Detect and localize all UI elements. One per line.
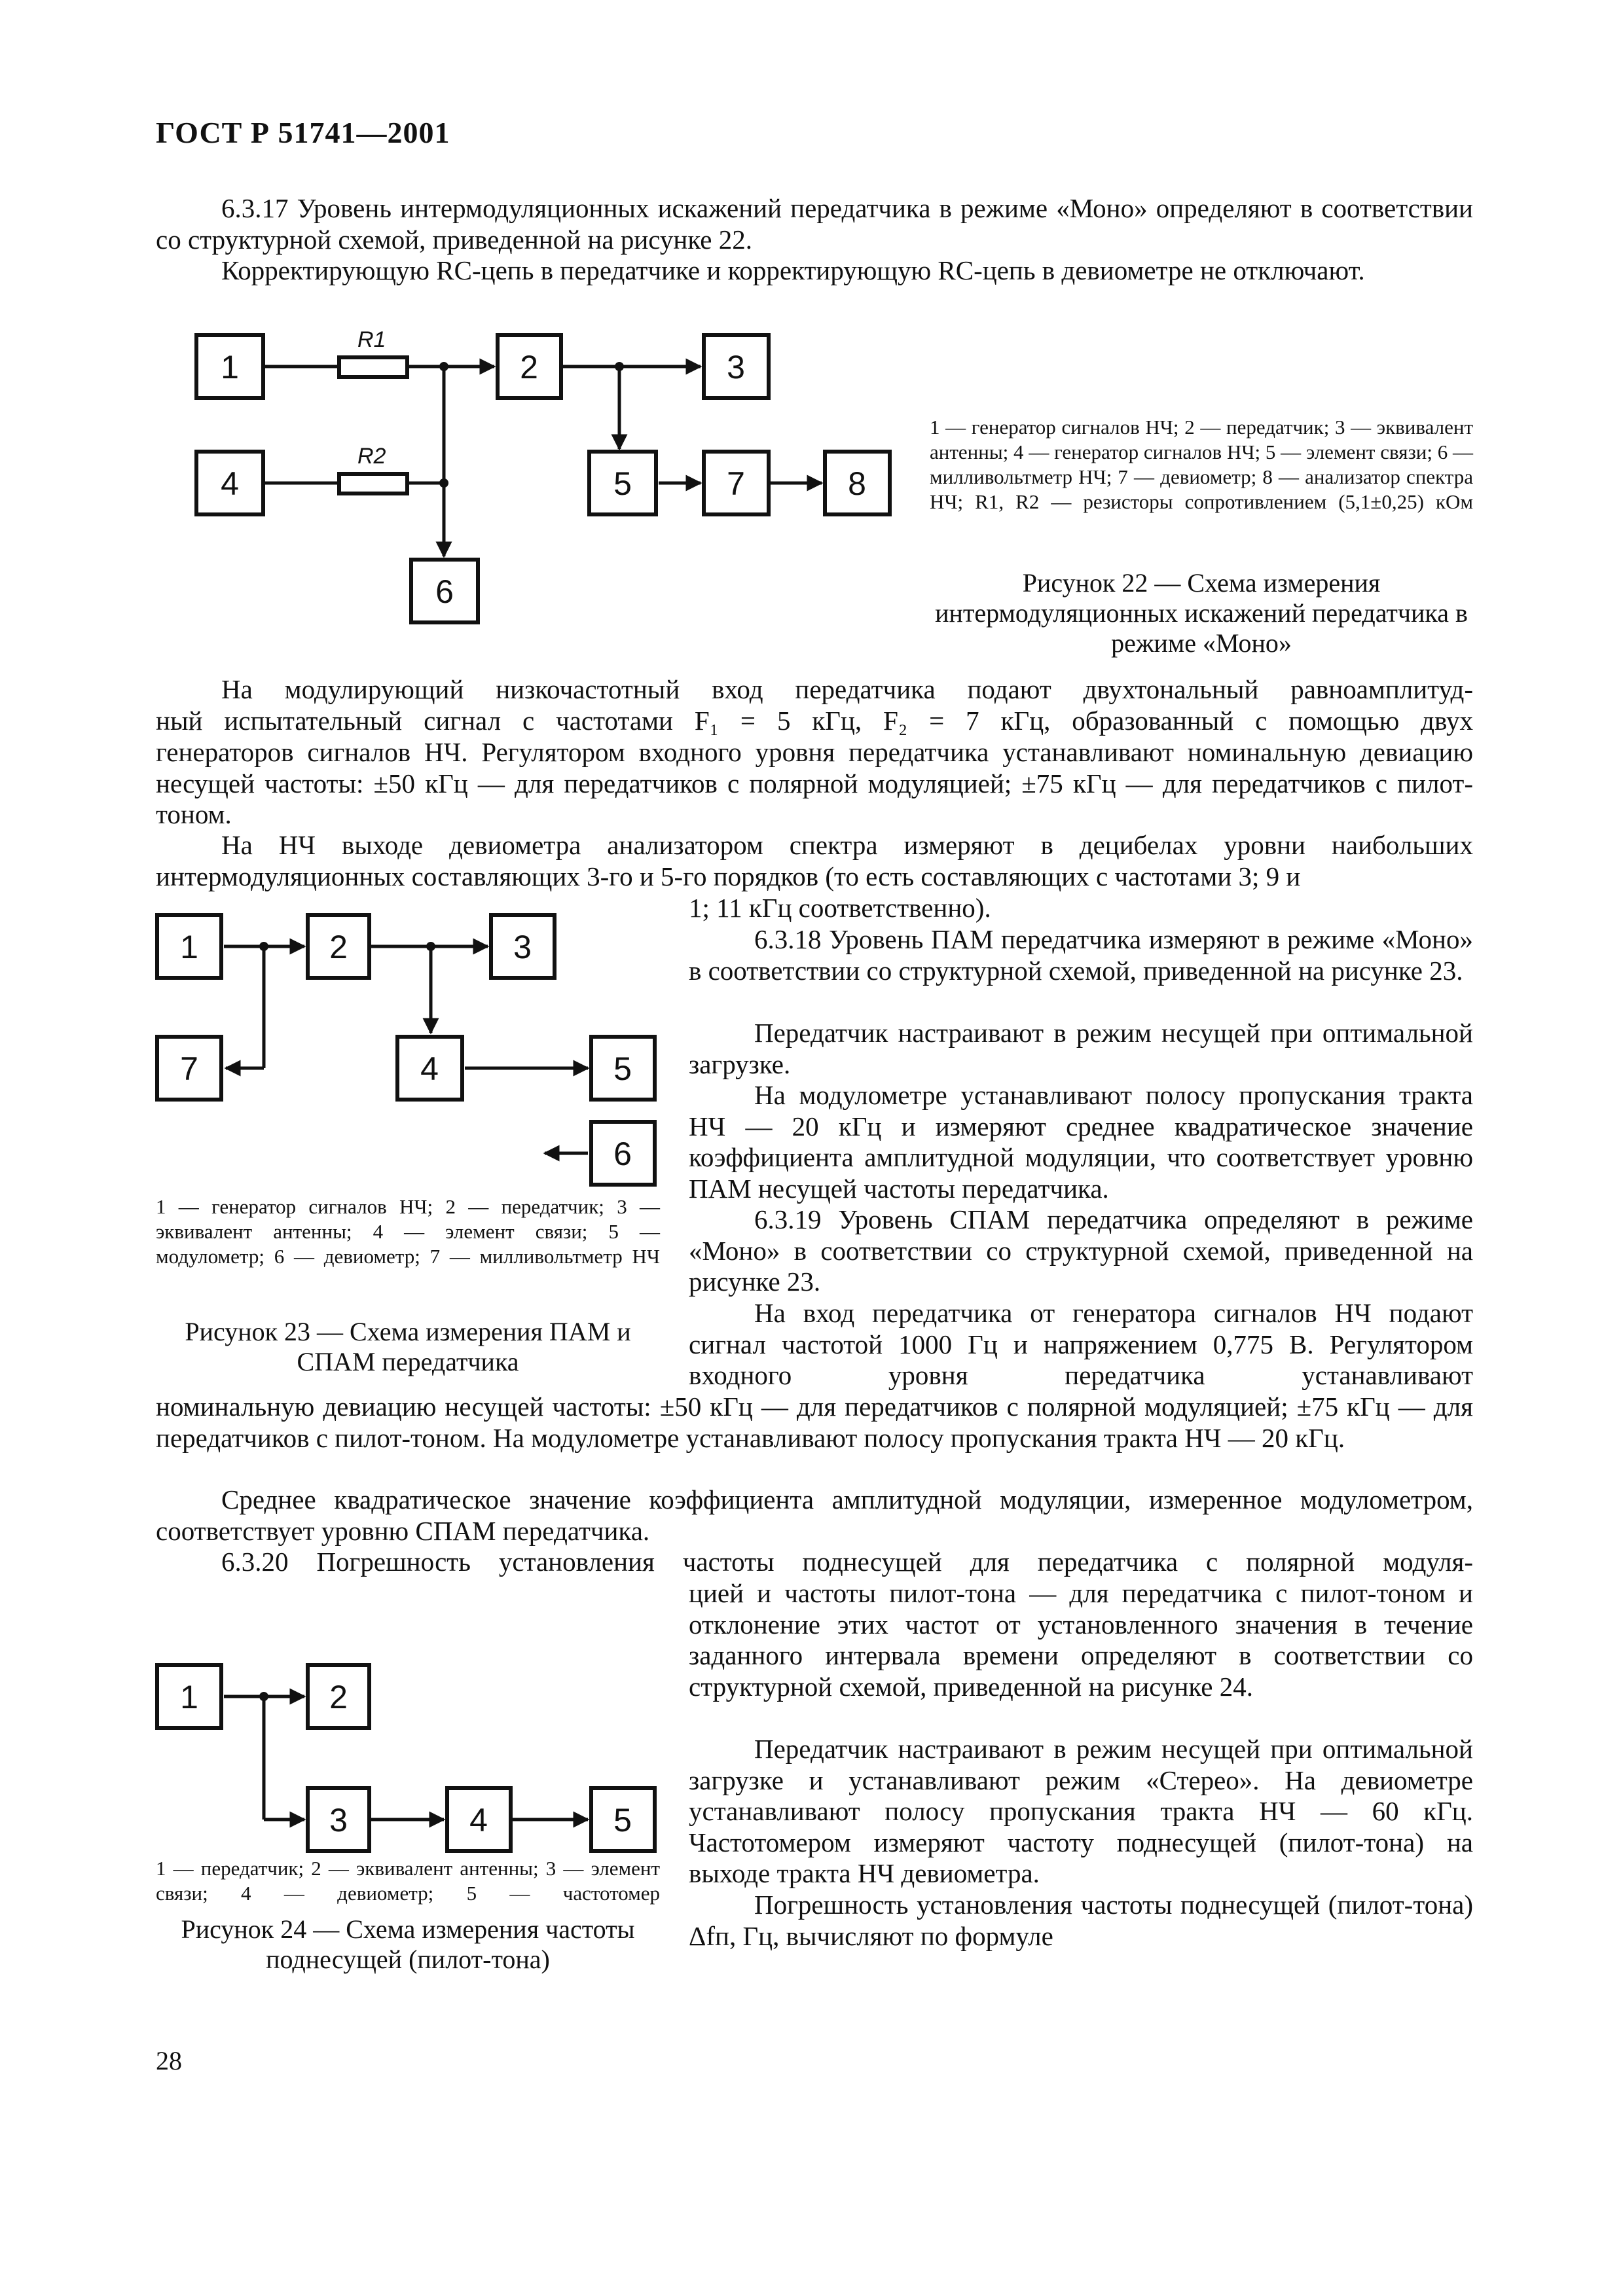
resistor-r2 [339,474,407,493]
fig23-label-7: 7 [180,1050,198,1087]
fig24-label-4: 4 [469,1802,488,1839]
paragraph-two-tone-c: генераторов сигналов НЧ. Регулятором входного уровня передатчика устанавливают номинальную девиацию несущей частоты: ±50 кГц — для передатчиков с полярной модуляцией; ±75 кГц — для передатчиков с пилот-тоном. [156,737,1473,829]
fig22-label-5: 5 [613,465,632,502]
figure-23-legend: 1 — генератор сигналов НЧ; 2 — передатчик; 3 — эквивалент антенны; 4 — элемент связи; 5 — модулометр; 6 — девиометр; 7 — милливольтметр НЧ [156,1195,660,1268]
fig23-label-5: 5 [613,1050,632,1087]
figure-23-caption: Рисунок 23 — Схема измерения ПАМ и СПАМ передатчика [185,1317,631,1376]
document-header: ГОСТ Р 51741—2001 [156,116,450,149]
r2-label: R2 [357,444,386,469]
paragraph-rc-chain: Корректирующую RC-цепь в передатчике и корректирующую RC-цепь в девиометре не отключают. [221,255,1365,285]
paragraph-stereo-setup: Передатчик настраивают в режим несущей при оптимальной загрузке и устанавливают режим «Стерео». На девиометре устанавливают полосу пропускания тракта НЧ — 60 кГц. Частотомером измеряют частоту поднесущей (пилот-тона) на выходе тракта НЧ девиометра. [689,1734,1473,1888]
fig23-label-4: 4 [420,1050,439,1087]
paragraph-6-3-17: 6.3.17 Уровень интермодуляционных искажений передатчика в режиме «Моно» определяют в соответствии со структурной схемой, приведенной на рисунке 22. [156,193,1473,255]
paragraph-spectrum-b: 1; 11 кГц соответственно). [689,893,991,923]
fig22-label-4: 4 [221,465,239,502]
figure-24-diagram [157,1665,655,1851]
paragraph-modulometer: На модулометре устанавливают полосу пропускания тракта НЧ — 20 кГц и измеряют среднее квадратическое значение коэффициента амплитудной модуляции, что соответствует уровню ПАМ несущей частоты передатчика. [689,1080,1473,1204]
paragraph-6-3-18: 6.3.18 Уровень ПАМ передатчика измеряют в режиме «Моно» в соответствии со структурной схемой, приведенной на рисунке 23. [689,924,1473,986]
fig24-label-1: 1 [180,1679,198,1715]
fig24-label-5: 5 [613,1802,632,1839]
figure-24-legend: 1 — передатчик; 2 — эквивалент антенны; 3 — элемент связи; 4 — девиометр; 5 — частотомер [156,1857,660,1905]
fig24-label-2: 2 [329,1679,348,1715]
figure-22-caption: Рисунок 22 — Схема измерения интермодуляционных искажений передатчика в режиме «Моно» [935,568,1468,658]
paragraph-6-3-19: 6.3.19 Уровень СПАМ передатчика определяют в режиме «Моно» в соответствии со структурной схемой, приведенной на рисунке 23. [689,1204,1473,1297]
page-number: 28 [156,2046,182,2075]
paragraph-carrier-setup: Передатчик настраивают в режим несущей при оптимальной загрузке. [689,1018,1473,1079]
paragraph-6-3-20-a: 6.3.20 Погрешность установления частоты поднесущей для передатчика с полярной модуля- [221,1547,1473,1577]
paragraph-6-3-20-b: цией и частоты пилот-тона — для передатчика с пилот-тоном и отклонение этих частот от установленного значения в течение заданного интервала времени определяют в соответствии со структурной схемой, приведенной на рисунке 24. [689,1578,1473,1702]
fig23-label-2: 2 [329,929,348,965]
figure-24-caption: Рисунок 24 — Схема измерения частоты поднесущей (пилот-тона) [181,1914,635,1974]
paragraph-input-signal-b: номинальную девиацию несущей частоты: ±50 кГц — для передатчиков с полярной модуляцией; ±75 кГц — для передатчиков с пилот-тоном. На модулометре устанавливают полосу пропускания тракта НЧ — 20 кГц. [156,1391,1473,1453]
paragraph-two-tone-b: ный испытательный сигнал с частотами F₁ = 5 кГц, F₂ = 7 кГц, образованный с помощью двух [156,706,1473,736]
fig23-label-3: 3 [513,929,532,965]
paragraph-formula-intro: Погрешность установления частоты поднесущей (пилот-тона) Δfп, Гц, вычисляют по формуле [689,1890,1473,1951]
paragraph-two-tone-a: На модулирующий низкочастотный вход передатчика подают двухтональный равноамплитуд- [221,674,1473,704]
figure-22-diagram [196,327,890,622]
figure-23-diagram [157,915,655,1185]
fig23-label-6: 6 [613,1136,632,1172]
fig23-label-1: 1 [180,929,198,965]
fig22-label-8: 8 [848,465,866,502]
r1-label: R1 [357,327,386,352]
paragraph-spectrum-a: На НЧ выходе девиометра анализатором спектра измеряют в децибелах уровни наибольших интермодуляционных составляющих 3-го и 5-го порядков (то есть составляющих с частотами 3; 9 и [156,830,1473,891]
fig22-label-3: 3 [727,349,745,386]
fig22-label-1: 1 [221,349,239,386]
paragraph-spam: Среднее квадратическое значение коэффициента амплитудной модуляции, измеренное модулометром, соответствует уровню СПАМ передатчика. [156,1484,1473,1546]
resistor-r1 [339,357,407,377]
fig22-label-2: 2 [520,349,538,386]
fig22-label-6: 6 [435,573,454,610]
fig24-label-3: 3 [329,1802,348,1839]
fig22-label-7: 7 [727,465,745,502]
paragraph-input-signal-a: На вход передатчика от генератора сигналов НЧ подают сигнал частотой 1000 Гц и напряжением 0,775 В. Регулятором входного уровня передатчика устанавливают [689,1298,1473,1390]
figure-22-legend: 1 — генератор сигналов НЧ; 2 — передатчик; 3 — эквивалент антенны; 4 — генератор сигналов НЧ; 5 — элемент связи; 6 — милливольтметр НЧ; 7 — девиометр; 8 — анализатор спектра НЧ; R1, R2 — резисторы сопротивлением (5,1±0,25) кОм [930,416,1473,513]
